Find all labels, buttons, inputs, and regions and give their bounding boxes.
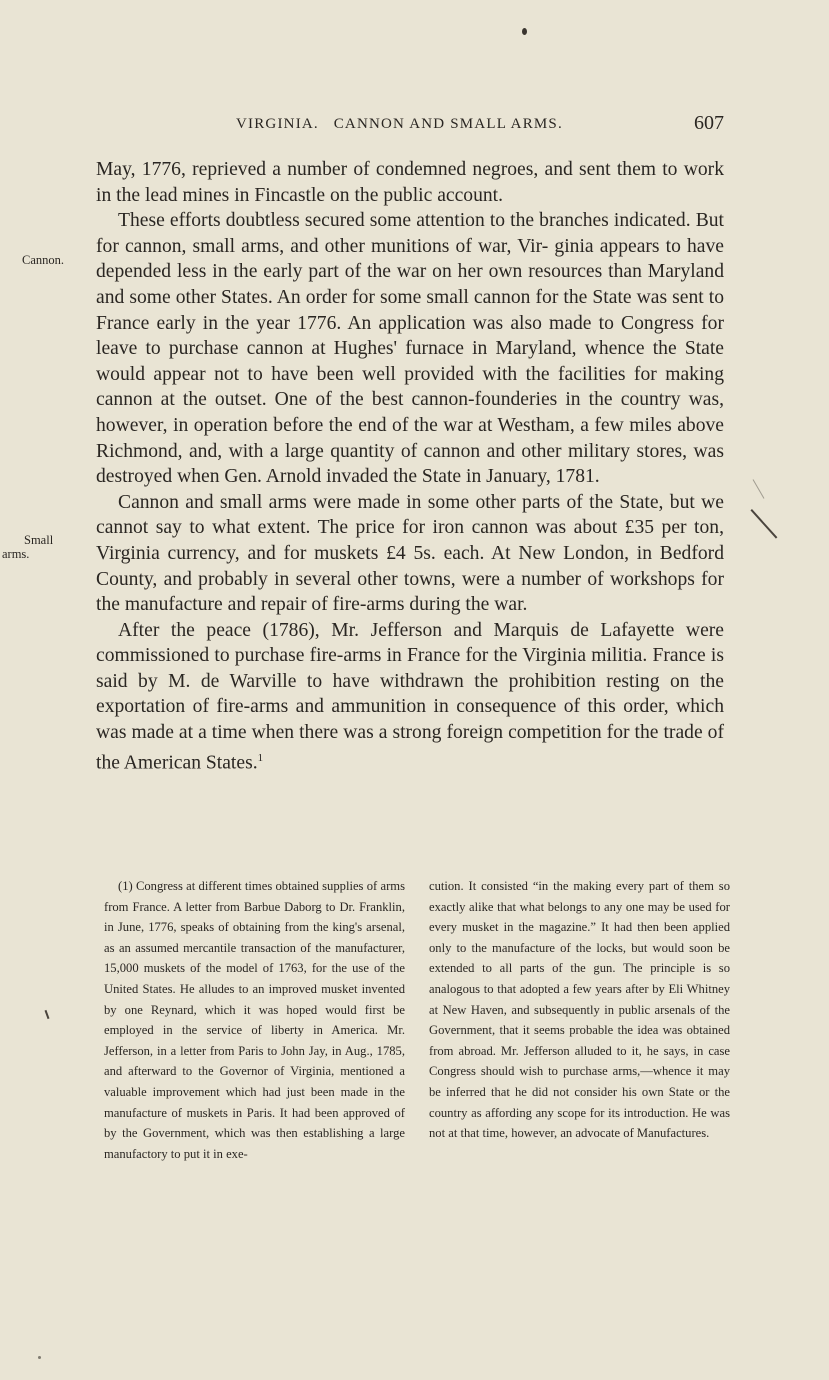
margin-note-cannon bbox=[0, 234, 80, 285]
paragraph-3-rest: about £35 per ton, Virginia currency, and for muskets £4 5s. each. At New London, in Bedford County, and probably in several other towns, were a number of workshops for the manufacture and repair of fire-arms during the war. bbox=[96, 517, 724, 616]
margin-note-cannon-label: Cannon. bbox=[22, 252, 65, 267]
ink-speck-2 bbox=[38, 1356, 41, 1359]
margin-tick-mark bbox=[45, 1010, 50, 1019]
running-title: VIRGINIA. CANNON AND SMALL ARMS. bbox=[236, 116, 563, 132]
paragraph-2-rest: ginia appears to have depended less in the early part of the war on her own resources than Maryland and some other States. An order for some small cannon for the State was sent to France early in the year 1776. An application was also made to Congress for leave to purchase cannon at Hughes' furnace in Maryland, whence the State would appear not to have been well provided with the facilities for making cannon at the outset. One of the best cannon-founderies in the country was, however, in operation before the end of the war at Westham, a few miles above Richmond, and, with a large quantity of cannon and other military stores, was destroyed when Gen. Arnold invaded the State in January, 1781. bbox=[96, 235, 724, 488]
ink-speck bbox=[522, 28, 527, 35]
paragraph-3-start: Cannon and small arms were made in some other parts of the State, but we cannot say to what extent. The price for iron cannon was bbox=[96, 491, 724, 539]
footnote-right-column bbox=[429, 876, 730, 1164]
footnote-left-text: (1) Congress at different times obtained supplies of arms from France. A letter from Barbue Daborg to Dr. Franklin, in June, 1776, speaks of obtaining from the king's arsenal, as an assumed mercantile transaction of the manufacturer, 15,000 muskets of the model of 1763, for the use of the United States. He alludes to an improved musket invented by one Reynard, which it was hoped would first be employed in the service of liberty in America. Mr. Jefferson, in a letter from Paris to John Jay, in Aug., 1785, and afterward to the Governor of Virginia, mentioned a valuable improvement which had just been made in the manufacture of muskets in Paris. It had been approved of by the Government, which was then establishing a large manufactory to put it in exe- bbox=[104, 879, 405, 1161]
paragraph-2-start: These efforts doubtless secured some attention to the branches indicated. But for cannon, small arms, and other munitions of war, Vir- bbox=[96, 210, 724, 257]
margin-note-small-arms-label: Small arms. bbox=[2, 533, 54, 562]
footnote-left-column bbox=[104, 876, 405, 1164]
margin-note-small-arms bbox=[0, 515, 80, 566]
margin-pen-mark-2 bbox=[753, 479, 765, 499]
running-header bbox=[96, 112, 724, 138]
footnote-ref: 1 bbox=[257, 751, 264, 764]
paragraph-3 bbox=[2, 490, 724, 618]
page-number: 607 bbox=[694, 112, 724, 134]
paragraph-1: May, 1776, reprieved a number of condemned negroes, and sent them to work in the lead mines in Fincastle on the public account. bbox=[96, 159, 724, 206]
footnote-right-text: cution. It consisted “in the making every part of them so exactly alike that what belongs to any one may be used for every musket in the magazine.” It had then been applied only to the manufacture of the locks, but would soon be extended to all parts of the gun. The principle is so analogous to that adopted a few years after by Eli Whitney at New Haven, and subsequently in public arsenals of the Government, that it seems probable the idea was obtained from abroad. Mr. Jefferson alluded to it, he says, in case Congress should wish to purchase arms,—whence it may be inferred that he did not consider his own State or the country as affording any scope for its introduction. He was not at that time, however, an advocate of Manufactures. bbox=[429, 879, 730, 1141]
margin-pen-mark bbox=[750, 509, 777, 538]
paragraph-4 bbox=[96, 618, 724, 776]
footnote bbox=[104, 876, 730, 1164]
main-text bbox=[2, 157, 724, 776]
paragraph-4-text: After the peace (1786), Mr. Jefferson and Marquis de Lafayette were commissioned to purchase fire-arms in France for the Virginia militia. France is said by M. de Warville to have withdrawn the prohibition resting on the exportation of fire-arms and ammunition in consequence of this order, which was made at a time when there was a strong foreign competition for the trade of the American States. bbox=[96, 619, 724, 774]
paragraph-2 bbox=[22, 208, 724, 490]
